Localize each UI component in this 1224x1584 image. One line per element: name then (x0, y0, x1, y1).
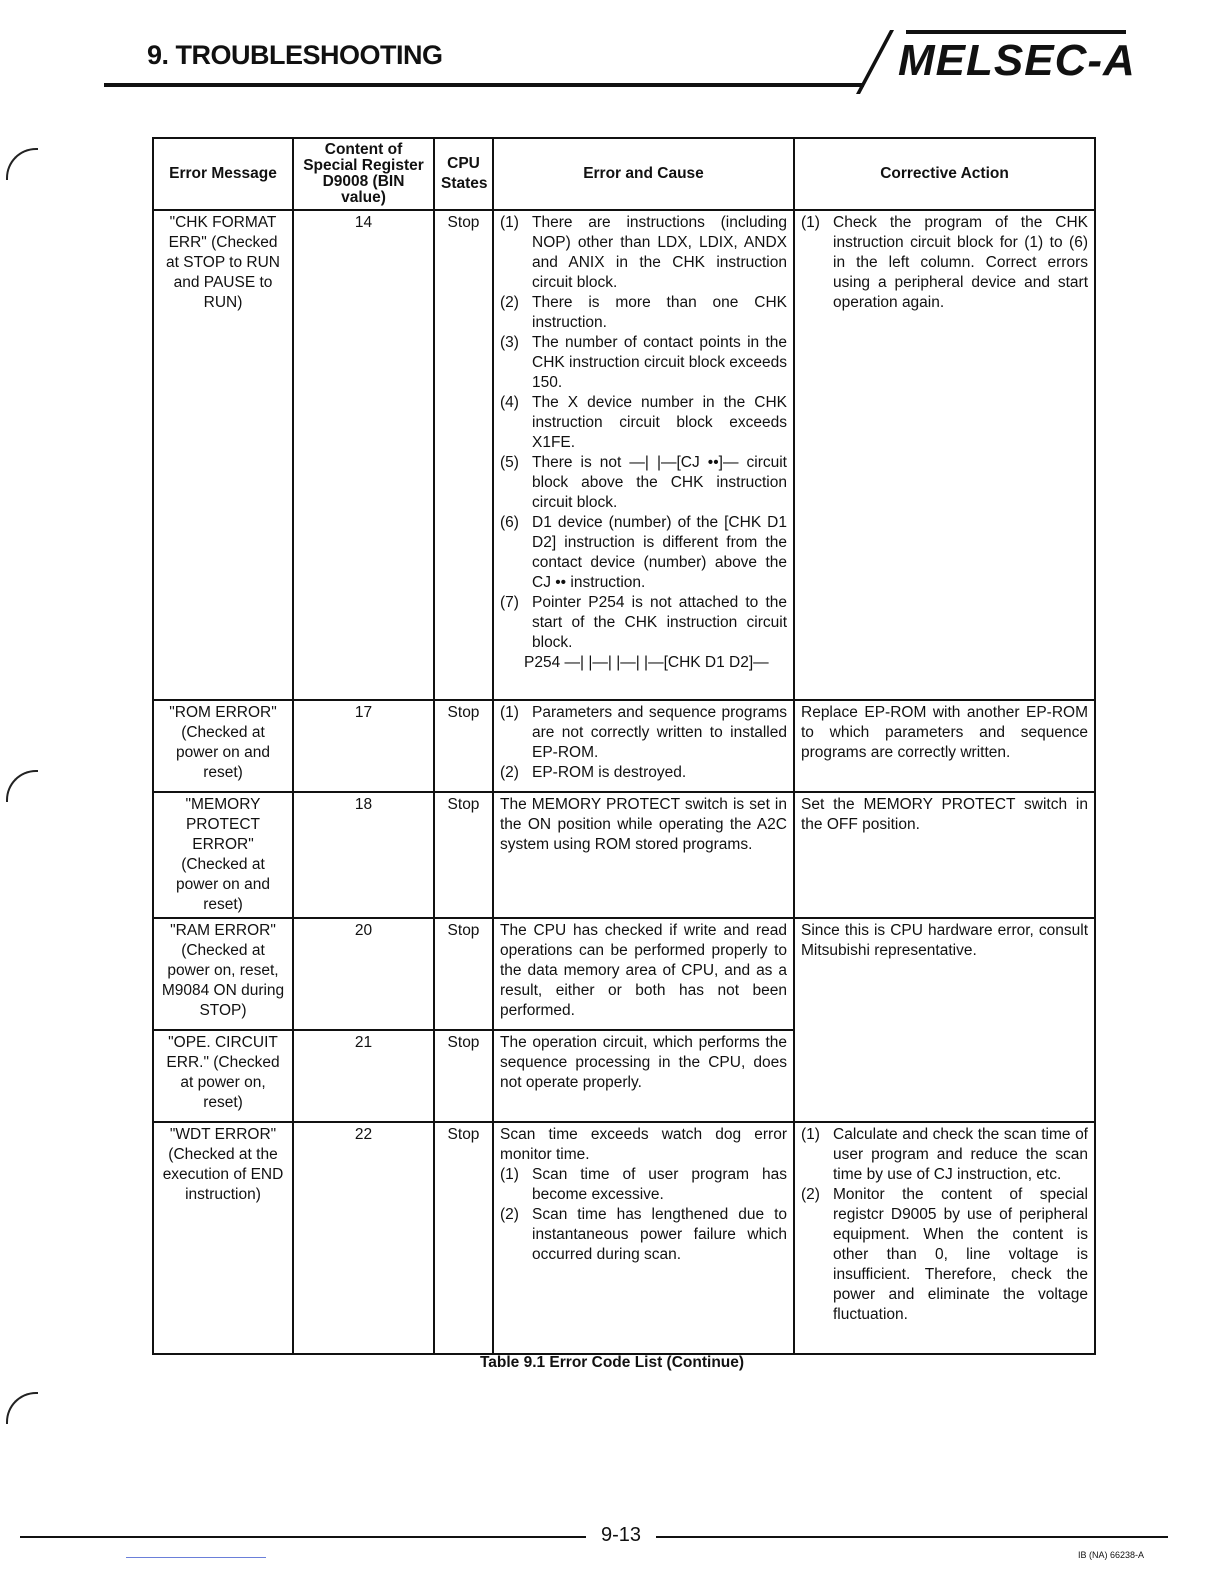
footer-link-underline (126, 1557, 266, 1558)
table-row (153, 700, 1095, 792)
cpu-state-cell: Stop (434, 792, 493, 918)
cpu-state-cell: Stop (434, 1122, 493, 1354)
document-code: IB (NA) 66238-A (1078, 1550, 1145, 1560)
error-message-cell: "MEMORY PROTECT ERROR" (Checked at power on and reset) (153, 792, 293, 918)
header-rule (104, 83, 864, 87)
logo-slash (856, 30, 894, 94)
cpu-state-cell: Stop (434, 1030, 493, 1122)
error-code-cell: 22 (293, 1122, 434, 1354)
error-code-cell: 21 (293, 1030, 434, 1122)
cause-cell (493, 1122, 794, 1354)
cause-item: (5) There is not —| |—[CJ ••]— circuit block above the CHK instruction circuit block. (500, 454, 787, 511)
cause-item: (1) Scan time of user program has become excessive. (500, 1166, 787, 1203)
cause-item: (2) There is more than one CHK instruction. (500, 294, 787, 331)
cause-item: (6) D1 device (number) of the [CHK D1 D2] instruction is different from the contact device (number) above the CJ •• instruction. (500, 514, 787, 591)
action-list (801, 1125, 1088, 1325)
cause-item: (2) EP-ROM is destroyed. (500, 764, 687, 781)
column-header: Corrective Action (794, 138, 1095, 210)
binding-mark (6, 770, 38, 802)
error-code-cell: 20 (293, 918, 434, 1030)
table-header-row (153, 138, 1095, 210)
cause-list (500, 1165, 787, 1265)
error-message-cell: "OPE. CIRCUIT ERR." (Checked at power on, reset) (153, 1030, 293, 1122)
column-header: CPU States (434, 138, 493, 210)
error-message-cell: "ROM ERROR" (Checked at power on and reset) (153, 700, 293, 792)
action-cell: Replace EP-ROM with another EP-ROM to which parameters and sequence programs are correctly written. (794, 700, 1095, 792)
action-item: (2) Monitor the content of special registcr D9005 by use of peripheral equipment. When the content is other than 0, line voltage is insufficient. Therefore, check the power and eliminate the voltage fluctuation. (801, 1186, 1088, 1323)
cpu-state-cell: Stop (434, 918, 493, 1030)
cause-item: (7) Pointer P254 is not attached to the start of the CHK instruction circuit block. (500, 594, 787, 651)
cause-item: (2) Scan time has lengthened due to instantaneous power failure which occurred during scan. (500, 1206, 787, 1263)
binding-mark (6, 1392, 38, 1424)
error-code-table (152, 137, 1096, 1355)
cause-item: (3) The number of contact points in the CHK instruction circuit block exceeds 150. (500, 334, 787, 391)
section-title: 9. TROUBLESHOOTING (147, 40, 443, 70)
cause-item: (4) The X device number in the CHK instruction circuit block exceeds X1FE. (500, 394, 787, 451)
cause-cell: The MEMORY PROTECT switch is set in the ON position while operating the A2C system using ROM stored programs. (493, 792, 794, 918)
error-message-cell: "CHK FORMAT ERR" (Checked at STOP to RUN and PAUSE to RUN) (153, 210, 293, 700)
cause-item: (1) Parameters and sequence programs are not correctly written to installed EP-ROM. (500, 704, 787, 761)
action-cell (794, 1122, 1095, 1354)
logo-bar (906, 30, 1126, 34)
action-cell: Set the MEMORY PROTECT switch in the OFF position. (794, 792, 1095, 918)
table-row (153, 1122, 1095, 1354)
error-message-cell: "WDT ERROR" (Checked at the execution of END instruction) (153, 1122, 293, 1354)
action-list (801, 213, 1088, 313)
action-item: (1) Calculate and check the scan time of user program and reduce the scan time by use of CJ instruction, etc. (801, 1126, 1088, 1183)
table-row (153, 918, 1095, 1030)
table-row (153, 210, 1095, 700)
cause-cell: The CPU has checked if write and read operations can be performed properly to the data memory area of CPU, and as a result, either or both has not been performed. (493, 918, 794, 1030)
ladder-diagram: P254 —| |—| |—| |—[CHK D1 D2]— (524, 654, 769, 671)
cause-cell (493, 210, 794, 700)
error-message-cell: "RAM ERROR" (Checked at power on, reset, M9084 ON during STOP) (153, 918, 293, 1030)
cpu-state-cell: Stop (434, 210, 493, 700)
action-cell: Since this is CPU hardware error, consult Mitsubishi representative. (794, 918, 1095, 1122)
footer-rule (20, 1536, 586, 1538)
logo-text: MELSEC-A (898, 36, 1136, 85)
cause-item: (1) There are instructions (including NOP) other than LDX, LDIX, ANDX and ANIX in the CHK instruction circuit block. (500, 214, 787, 291)
cause-list (500, 213, 787, 653)
column-header: Error Message (153, 138, 293, 210)
cause-intro: Scan time exceeds watch dog error monitor time. (500, 1126, 787, 1163)
footer-rule (656, 1536, 1168, 1538)
cause-cell (493, 700, 794, 792)
page-number: 9-13 (600, 1524, 642, 1546)
error-code-cell: 18 (293, 792, 434, 918)
column-header: Content of Special Register D9008 (BIN value) (293, 138, 434, 210)
binding-mark (6, 148, 38, 180)
error-code-cell: 14 (293, 210, 434, 700)
action-item: (1) Check the program of the CHK instruction circuit block for (1) to (6) in the left column. Correct errors using a peripheral device and start operation again. (801, 214, 1088, 311)
action-cell (794, 210, 1095, 700)
cpu-state-cell: Stop (434, 700, 493, 792)
column-header: Error and Cause (493, 138, 794, 210)
cause-cell: The operation circuit, which performs the sequence processing in the CPU, does not operate properly. (493, 1030, 794, 1122)
error-code-cell: 17 (293, 700, 434, 792)
cause-list (500, 703, 787, 783)
brand-logo (848, 28, 1138, 90)
table-caption: Table 9.1 Error Code List (Continue) (479, 1354, 745, 1371)
table-row (153, 792, 1095, 918)
